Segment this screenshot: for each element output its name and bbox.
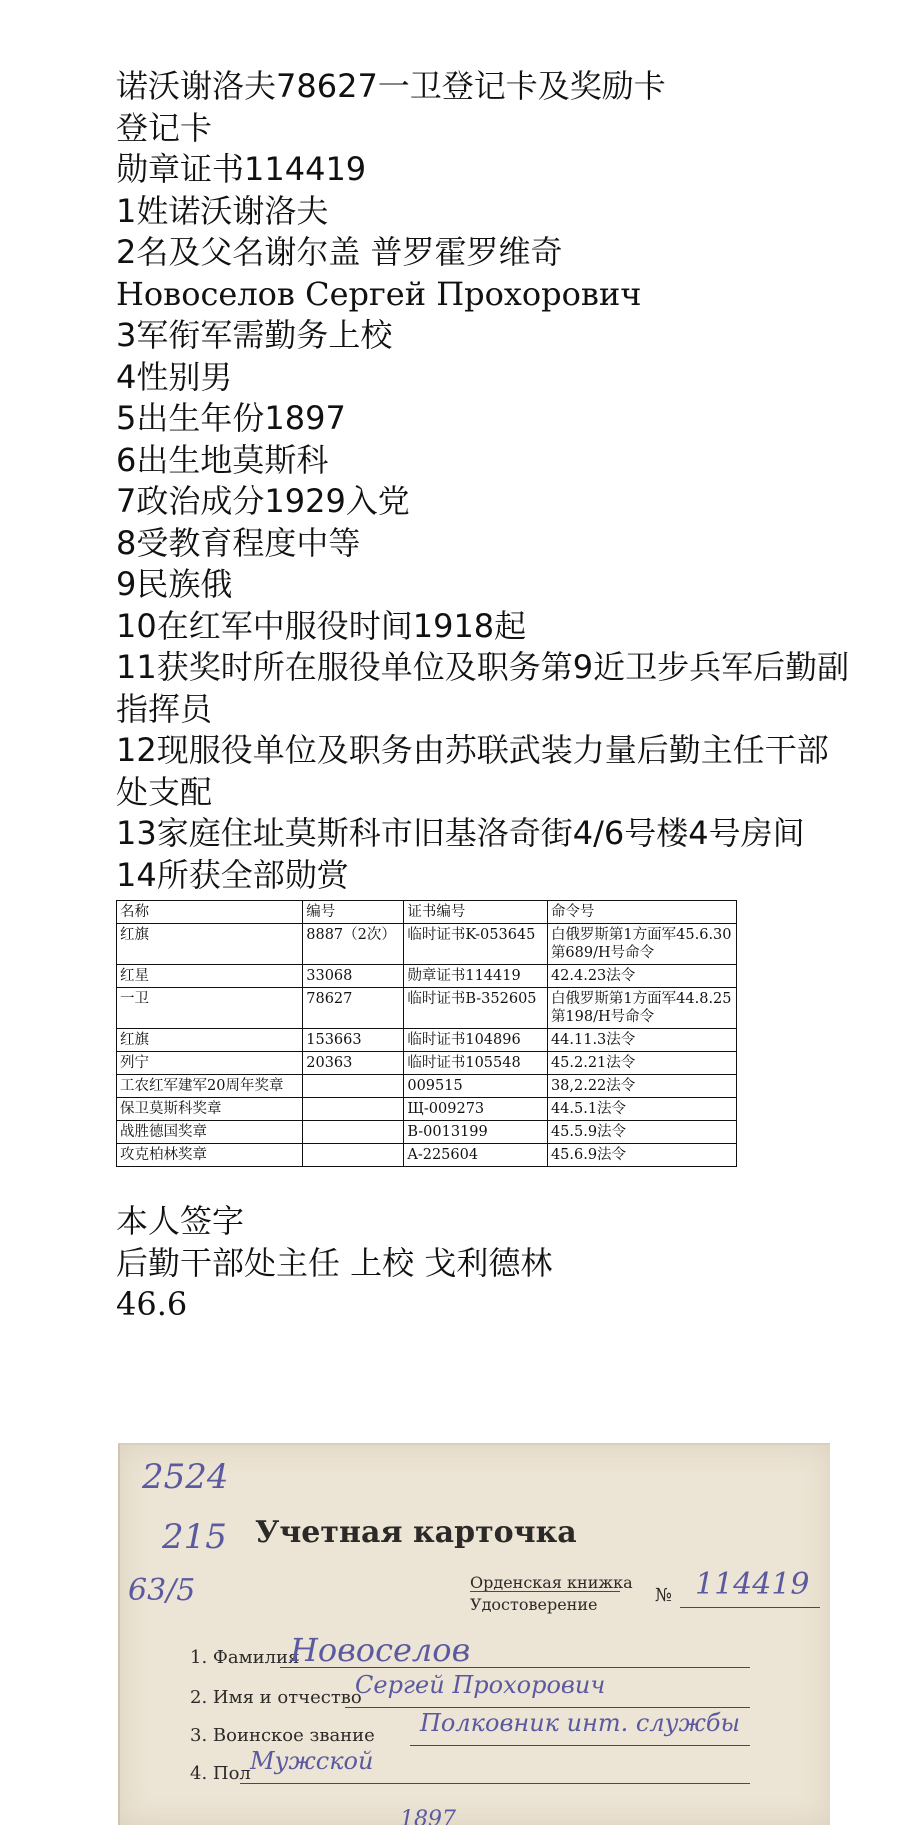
award-name-cell: 工农红军建军20周年奖章 [117, 1075, 303, 1098]
field-line: 4性别男 [116, 357, 233, 396]
award-certificate-cell: A-225604 [404, 1144, 548, 1167]
handwritten-number-3: 63/5 [128, 1573, 196, 1608]
award-name-cell: 战胜德国奖章 [117, 1121, 303, 1144]
award-number-cell [303, 1075, 404, 1098]
card-number-underline [680, 1607, 820, 1608]
award-certificate-cell: B-0013199 [404, 1121, 548, 1144]
header-number: 编号 [303, 901, 404, 924]
award-order-cell: 44.11.3法令 [547, 1029, 736, 1052]
table-row [117, 1052, 737, 1075]
award-order-cell: 45.2.21法令 [547, 1052, 736, 1075]
card-number-label: № [655, 1585, 673, 1606]
field-line: 14所获全部勋赏 [116, 855, 349, 894]
field-line: 9民族俄 [116, 565, 233, 603]
award-number-cell: 33068 [303, 965, 404, 988]
certificate-line: 勋章证书114419 [116, 150, 367, 188]
award-number-cell [303, 1121, 404, 1144]
signature-date: 46.6 [116, 1285, 188, 1323]
card-title: Учетная карточка [255, 1515, 577, 1550]
table-row [117, 1144, 737, 1167]
card-row-underline [410, 1745, 750, 1746]
scanned-card-image [118, 1443, 830, 1825]
award-number-cell: 8887（2次） [303, 924, 404, 965]
card-row-underline [345, 1707, 750, 1708]
table-row [117, 1098, 737, 1121]
card-row-label: 2. Имя и отчество [190, 1687, 362, 1708]
award-number-cell: 153663 [303, 1029, 404, 1052]
award-number-cell: 78627 [303, 988, 404, 1029]
field-line: 1姓诺沃谢洛夫 [116, 191, 329, 230]
field-line: 12现服役单位及职务由苏联武装力量后勤主任干部处支配 [116, 731, 829, 811]
award-certificate-cell: 临时证书B-352605 [404, 988, 548, 1029]
header-name: 名称 [117, 901, 303, 924]
award-name-cell: 红旗 [117, 924, 303, 965]
award-name-cell: 一卫 [117, 988, 303, 1029]
field-line: 8受教育程度中等 [116, 523, 361, 562]
document-subtitle: 登记卡 [116, 108, 213, 147]
field-list [116, 191, 856, 897]
card-row-underline [240, 1783, 750, 1784]
card-row-label: 4. Пол [190, 1763, 251, 1784]
table-header-row [117, 901, 737, 924]
award-name-cell: 红星 [117, 965, 303, 988]
award-name-cell: 红旗 [117, 1029, 303, 1052]
handwritten-number-2: 215 [162, 1517, 227, 1557]
field-line: 13家庭住址莫斯科市旧基洛奇街4/6号楼4号房间 [116, 814, 805, 852]
signature-officer: 后勤干部处主任 上校 戈利德林 [116, 1243, 553, 1282]
table-row [117, 1121, 737, 1144]
award-name-cell: 保卫莫斯科奖章 [117, 1098, 303, 1121]
card-row-underline [280, 1667, 750, 1668]
card-row-value: Полковник инт. службы [420, 1709, 741, 1737]
award-order-cell: 白俄罗斯第1方面军44.8.25第198/H号命令 [547, 988, 736, 1029]
header-order: 命令号 [547, 901, 736, 924]
signature-block [116, 1201, 856, 1326]
award-number-cell: 20363 [303, 1052, 404, 1075]
field-line: 10在红军中服役时间1918起 [116, 606, 527, 645]
card-order-book-label: Орденская книжка [470, 1573, 633, 1592]
card-row-value: Мужской [250, 1747, 374, 1775]
awards-table [116, 900, 737, 1167]
document-body [116, 66, 856, 1326]
award-certificate-cell: 临时证书K-053645 [404, 924, 548, 965]
document-title: 诺沃谢洛夫78627一卫登记卡及奖励卡 [116, 67, 666, 105]
award-certificate-cell: 009515 [404, 1075, 548, 1098]
award-name-cell: 攻克柏林奖章 [117, 1144, 303, 1167]
award-name-cell: 列宁 [117, 1052, 303, 1075]
field-line: 11获奖时所在服役单位及职务第9近卫步兵军后勤副指挥员 [116, 648, 850, 728]
card-row-label: 1. Фамилия [190, 1647, 300, 1668]
card-certificate-label: Удостоверение [470, 1595, 598, 1614]
award-order-cell: 45.6.9法令 [547, 1144, 736, 1167]
field-line: 7政治成分1929入党 [116, 482, 410, 520]
table-row [117, 988, 737, 1029]
award-certificate-cell: 临时证书105548 [404, 1052, 548, 1075]
award-number-cell [303, 1098, 404, 1121]
header-certificate: 证书编号 [404, 901, 548, 924]
award-order-cell: 42.4.23法令 [547, 965, 736, 988]
table-row [117, 965, 737, 988]
award-order-cell: 44.5.1法令 [547, 1098, 736, 1121]
table-row [117, 1029, 737, 1052]
award-number-cell [303, 1144, 404, 1167]
award-order-cell: 38,2.22法令 [547, 1075, 736, 1098]
field-line: Новоселов Сергей Прохорович [116, 274, 642, 313]
card-row-value: Новоселов [290, 1631, 471, 1669]
award-order-cell: 白俄罗斯第1方面军45.6.30第689/H号命令 [547, 924, 736, 965]
field-line: 6出生地莫斯科 [116, 440, 329, 479]
card-number-value: 114419 [695, 1567, 810, 1602]
field-line: 3军衔军需勤务上校 [116, 316, 393, 354]
award-order-cell: 45.5.9法令 [547, 1121, 736, 1144]
award-certificate-cell: 勋章证书114419 [404, 965, 548, 988]
signature-label: 本人签字 [116, 1202, 245, 1240]
card-label-divider [470, 1591, 620, 1592]
card-row-value: Сергей Прохорович [355, 1671, 606, 1699]
card-partial-value: 1897 [400, 1807, 456, 1825]
field-line: 5出生年份1897 [116, 399, 346, 437]
award-certificate-cell: Щ-009273 [404, 1098, 548, 1121]
table-row [117, 1075, 737, 1098]
field-line: 2名及父名谢尔盖 普罗霍罗维奇 [116, 233, 563, 271]
handwritten-number-1: 2524 [142, 1457, 229, 1497]
award-certificate-cell: 临时证书104896 [404, 1029, 548, 1052]
card-row-label: 3. Воинское звание [190, 1725, 375, 1746]
table-row [117, 924, 737, 965]
